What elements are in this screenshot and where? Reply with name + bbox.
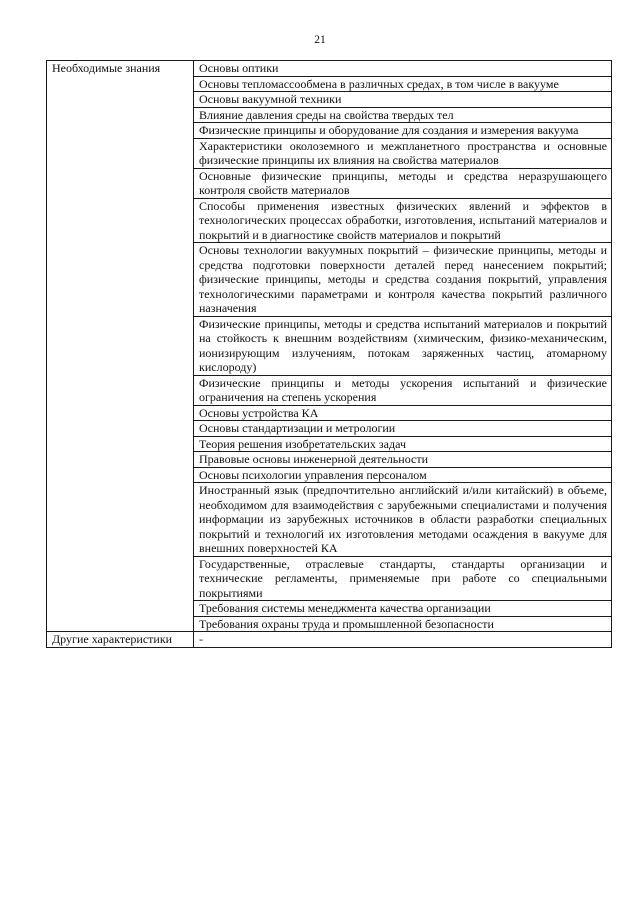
requirement-item: Основные физические принципы, методы и средства неразрушающего контроля свойств материалов (194, 168, 612, 198)
requirements-table (46, 60, 612, 648)
requirement-item: Требования системы менеджмента качества организации (194, 601, 612, 617)
requirements-table-body (47, 61, 612, 648)
requirement-item: Иностранный язык (предпочтительно английский и/или китайский) в объеме, необходимом для взаимодействия с зарубежными специалистами и получения информации из зарубежных источников в области разработки специальных покрытий и технологий их изготовления методами осаждения в вакууме для внешних поверхностей КА (194, 483, 612, 557)
row-label-cell: Необходимые знания (47, 61, 194, 632)
requirement-item: Основы вакуумной техники (194, 92, 612, 108)
page-number: 21 (314, 34, 326, 46)
requirement-item: Основы тепломассообмена в различных средах, в том числе в вакууме (194, 76, 612, 92)
requirement-item: Физические принципы и методы ускорения испытаний и физические ограничения на степень ускорения (194, 375, 612, 405)
requirement-item: Основы стандартизации и метрологии (194, 421, 612, 437)
requirement-item: Требования охраны труда и промышленной безопасности (194, 616, 612, 632)
requirement-item: Способы применения известных физических явлений и эффектов в технологических процессах обработки, изготовления, испытаний материалов и покрытий и в диагностике свойств материалов и покрытий (194, 198, 612, 243)
table-row (47, 632, 612, 648)
table-row (47, 61, 612, 77)
requirement-item: Влияние давления среды на свойства твердых тел (194, 107, 612, 123)
requirement-item: Характеристики околоземного и межпланетного пространства и основные физические принципы их влияния на свойства материалов (194, 138, 612, 168)
requirement-item: Основы устройства КА (194, 405, 612, 421)
requirement-item: Физические принципы и оборудование для создания и измерения вакуума (194, 123, 612, 139)
requirement-item: - (194, 632, 612, 648)
requirement-item: Государственные, отраслевые стандарты, стандарты организации и технические регламенты, применяемые при работе со специальными покрытиями (194, 556, 612, 601)
requirement-item: Физические принципы, методы и средства испытаний материалов и покрытий на стойкость к внешним воздействиям (химическим, физико-механическим, ионизирующим излучениям, потокам заряженных частиц, атомарному кислороду) (194, 316, 612, 375)
requirement-item: Правовые основы инженерной деятельности (194, 452, 612, 468)
requirement-item: Теория решения изобретательских задач (194, 436, 612, 452)
requirement-item: Основы оптики (194, 61, 612, 77)
row-label-cell: Другие характеристики (47, 632, 194, 648)
requirement-item: Основы технологии вакуумных покрытий – физические принципы, методы и средства подготовки поверхности деталей перед нанесением покрытий; физические принципы, методы и средства создания покрытий, управления технологическими параметрами и контроля качества покрытий различного назначения (194, 243, 612, 317)
requirement-item: Основы психологии управления персоналом (194, 467, 612, 483)
